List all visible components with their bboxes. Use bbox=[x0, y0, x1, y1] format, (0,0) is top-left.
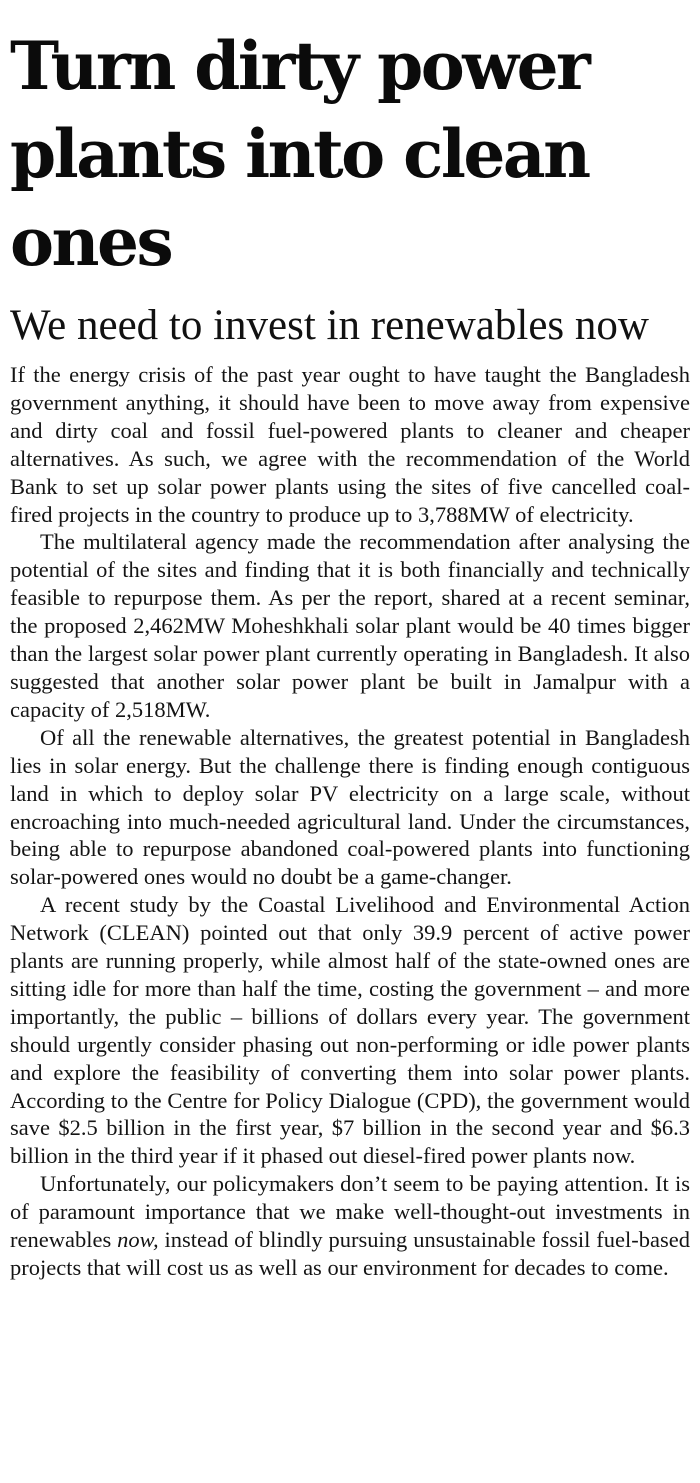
headline: Turn dirty power plants into clean ones bbox=[10, 27, 589, 281]
paragraph-5-text-after: instead of blindly pursuing unsustainable fossil fuel-based projects that will cost us as well as our environment for decades to come. bbox=[10, 1227, 690, 1280]
paragraph-3: Of all the renewable alternatives, the greatest potential in Bangladesh lies in solar energy. But the challenge there is finding enough contiguous land in which to deploy solar PV electricity on a large scale, without encroaching into much-needed agricultural land. Under the circumstances, being able to repurpose abandoned coal-powered plants into functioning solar-powered ones would no doubt be a game-changer. bbox=[10, 724, 690, 890]
subheadline: We need to invest in renewables now bbox=[10, 302, 649, 349]
editorial-article bbox=[10, 0, 690, 1282]
paragraph-2: The multilateral agency made the recommendation after analysing the potential of the sites and finding that it is both financially and technically feasible to repurpose them. As per the report, shared at a recent seminar, the proposed 2,462MW Moheshkhali solar plant would be 40 times bigger than the largest solar power plant currently operating in Bangladesh. It also suggested that another solar power plant be built in Jamalpur with a capacity of 2,518MW. bbox=[10, 529, 690, 722]
paragraph-5-text-before: Unfortunately, our policymakers don’t seem to be paying attention. It is of paramount importance that we make well-thought-out investments in renewables bbox=[10, 1171, 690, 1253]
article-body bbox=[10, 361, 690, 1282]
paragraph-1: If the energy crisis of the past year ought to have taught the Bangladesh government anything, it should have been to move away from expensive and dirty coal and fossil fuel-powered plants to cleaner and cheaper alternatives. As such, we agree with the recommendation of the World Bank to set up solar power plants using the sites of five cancelled coal-fired projects in the country to produce up to 3,788MW of electricity. bbox=[10, 362, 690, 527]
paragraph-5-emphasis: now, bbox=[117, 1227, 159, 1253]
paragraph-4: A recent study by the Coastal Livelihood and Environmental Action Network (CLEAN) pointed out that only 39.9 percent of active power plants are running properly, while almost half of the state-owned ones are sitting idle for more than half the time, costing the government – and more importantly, the public – billions of dollars every year. The government should urgently consider phasing out non-performing or idle power plants and explore the feasibility of converting them into solar power plants. According to the Centre for Policy Dialogue (CPD), the government would save $2.5 billion in the first year, $7 billion in the second year and $6.3 billion in the third year if it phased out diesel-fired power plants now. bbox=[10, 892, 690, 1169]
paragraph-5 bbox=[10, 1170, 690, 1282]
